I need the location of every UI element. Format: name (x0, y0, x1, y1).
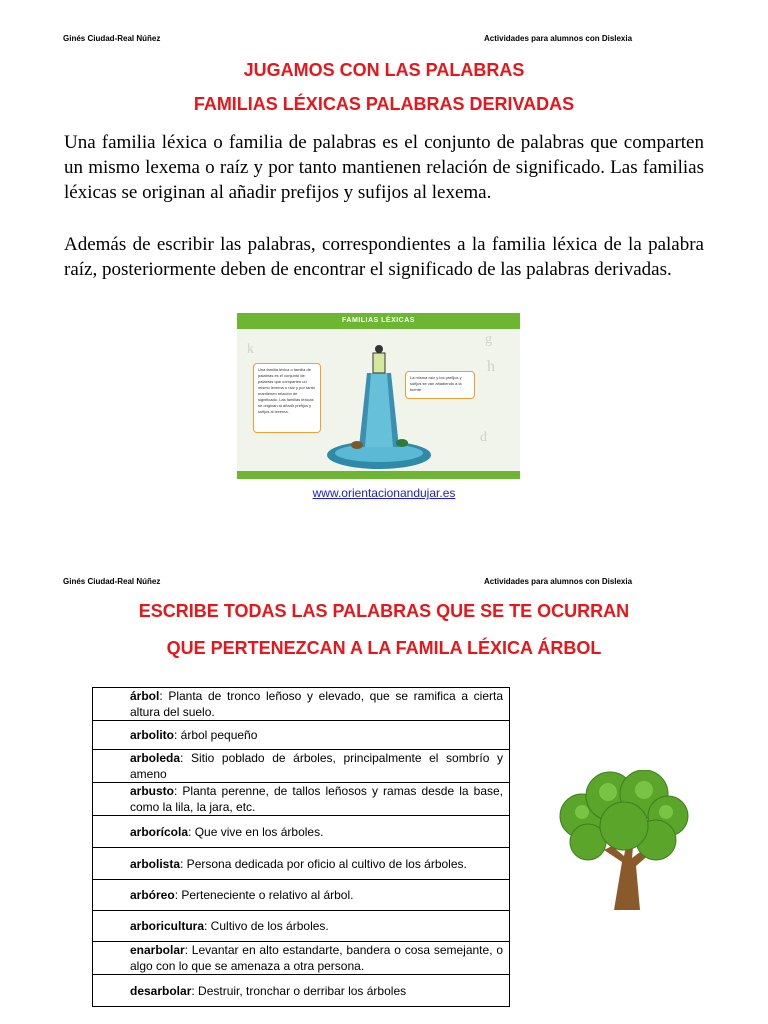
table-cell (93, 688, 510, 721)
svg-text:g: g (485, 332, 492, 347)
definition-box: Una familia léxica o familia de palabras es el conjunto de palabras que comparten un mismo lexema o raíz y por tanto mantienen relación de significado. Las familias léxicas se originan al añadir prefijos y sufijos al lexema. (253, 363, 321, 433)
svg-text:h: h (487, 358, 495, 375)
word: arboleda (130, 751, 181, 765)
word: desarbolar (130, 983, 192, 998)
definition: : Planta perenne, de tallos leñosos y ramas desde la base, como la lila, la jara, etc. (130, 784, 503, 814)
page2-header-subject: Actividades para alumnos con Dislexia (484, 577, 633, 586)
instructions-paragraph: Además de escribir las palabras, correspondientes a la familia léxica de la palabra raíz, posteriormente deben de encontrar el significado de las palabras derivadas. (64, 234, 704, 280)
table-cell (93, 911, 510, 942)
page1-header-author: Ginés Ciudad-Real Núñez (63, 34, 161, 43)
table-row (93, 880, 510, 911)
table-cell (93, 942, 510, 975)
page1-header-subject: Actividades para alumnos con Dislexia (484, 34, 633, 43)
svg-text:d: d (480, 430, 487, 445)
definition: : Levantar en alto estandarte, bandera o cosa semejante, o algo con lo que se amenaza a otra persona. (130, 943, 503, 973)
word: arborícola (130, 824, 189, 839)
page1-subtitle: FAMILIAS LÉXICAS PALABRAS DERIVADAS (193, 94, 575, 114)
table-cell (93, 721, 510, 750)
definition: : Destruir, tronchar o derribar los árboles (191, 983, 407, 998)
table-row (93, 848, 510, 880)
definition: : Planta de tronco leñoso y elevado, que se ramifica a cierta altura del suelo. (130, 689, 503, 719)
definition: : árbol pequeño (174, 728, 258, 742)
table-cell (93, 750, 510, 783)
definition: : Perteneciente o relativo al árbol. (174, 888, 354, 902)
tree-icon (552, 770, 692, 912)
table-row (93, 783, 510, 816)
table-row (93, 975, 510, 1007)
table-row (93, 911, 510, 942)
svg-text:k: k (247, 342, 254, 357)
word: enarbolar (130, 943, 185, 957)
page1-title: JUGAMOS CON LAS PALABRAS (243, 60, 525, 80)
definition: : Que vive en los árboles. (188, 824, 324, 839)
familias-lexicas-illustration (237, 313, 520, 479)
table-cell (93, 975, 510, 1007)
table-cell (93, 816, 510, 848)
word: arbóreo (130, 888, 175, 902)
table-row (93, 942, 510, 975)
lexical-family-table (92, 687, 510, 1007)
table-row (93, 750, 510, 783)
note-box: La misma raíz y los prefijos y sufijos se van añadiendo a la fuente (405, 371, 475, 399)
page2-title: ESCRIBE TODAS LAS PALABRAS QUE SE TE OCURRAN (138, 601, 630, 621)
definition: : Persona dedicada por oficio al cultivo de los árboles. (180, 856, 467, 871)
definition: : Cultivo de los árboles. (204, 919, 329, 933)
word: árbol (130, 689, 160, 703)
word: arboricultura (130, 919, 205, 933)
illustration-banner: FAMILIAS LÉXICAS (237, 313, 520, 329)
definition: : Sitio poblado de árboles, principalmente el sombrío y ameno (130, 751, 503, 781)
table-cell (93, 880, 510, 911)
website-link[interactable]: www.orientacionandujar.es (312, 486, 456, 500)
table-cell (93, 783, 510, 816)
table-row (93, 688, 510, 721)
table-cell (93, 848, 510, 880)
page2-header-author: Ginés Ciudad-Real Núñez (63, 577, 161, 586)
word: arbolito (130, 728, 174, 742)
word: arbolista (130, 856, 181, 871)
table-row (93, 816, 510, 848)
word: arbusto (130, 784, 175, 798)
intro-paragraph: Una familia léxica o familia de palabras es el conjunto de palabras que comparten un mismo lexema o raíz y por tanto mantienen relación de significado. Las familias léxicas se originan al añadir prefijos y sufijos al lexema. (64, 132, 704, 203)
table-row (93, 721, 510, 750)
page2-subtitle: QUE PERTENEZCAN A LA FAMILA LÉXICA ÁRBOL (166, 638, 602, 658)
